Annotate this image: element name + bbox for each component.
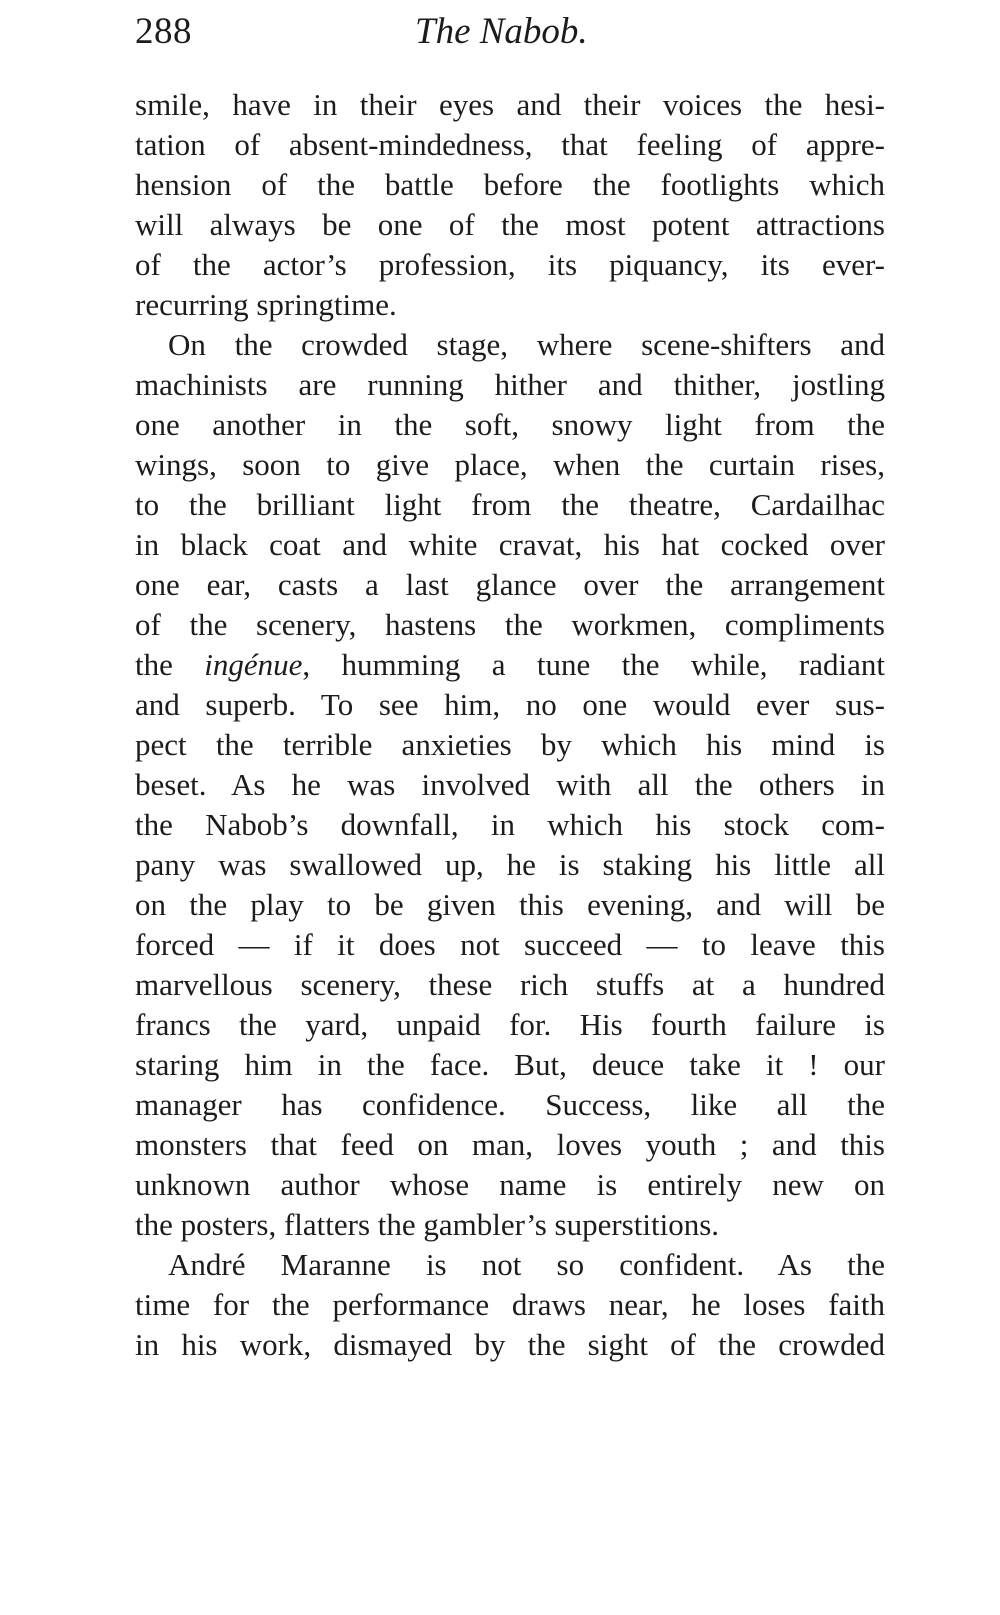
text-line: marvellous scenery, these rich stuffs at a hundred bbox=[135, 967, 885, 1002]
text-line: one another in the soft, snowy light from the bbox=[135, 407, 885, 442]
text-line: unknown author whose name is entirely new on bbox=[135, 1167, 885, 1202]
running-head bbox=[135, 10, 885, 62]
text-line: in his work, dismayed by the sight of the crowded bbox=[135, 1327, 885, 1362]
running-title: The Nabob. bbox=[415, 11, 588, 52]
text-line: the Nabob’s downfall, in which his stock com- bbox=[135, 807, 885, 842]
text-line: on the play to be given this evening, and will be bbox=[135, 887, 885, 922]
text-line: wings, soon to give place, when the curtain rises, bbox=[135, 447, 885, 482]
text-line: of the scenery, hastens the workmen, compliments bbox=[135, 607, 885, 642]
text-line: in black coat and white cravat, his hat cocked over bbox=[135, 527, 885, 562]
text-line: manager has confidence. Success, like all the bbox=[135, 1087, 885, 1122]
text-line: tation of absent-mindedness, that feeling of appre- bbox=[135, 127, 885, 162]
text-line: of the actor’s profession, its piquancy, its ever- bbox=[135, 247, 885, 282]
paragraph bbox=[135, 85, 885, 325]
text-line: one ear, casts a last glance over the arrangement bbox=[135, 567, 885, 602]
text-line: recurring springtime. bbox=[135, 287, 397, 322]
text-line: to the brilliant light from the theatre, Cardailhac bbox=[135, 487, 885, 522]
text-line: the posters, flatters the gambler’s superstitions. bbox=[135, 1207, 720, 1242]
text-line: On the crowded stage, where scene-shifters and bbox=[168, 327, 885, 362]
text-line: smile, have in their eyes and their voices the hesi- bbox=[135, 87, 885, 122]
body-text bbox=[135, 85, 885, 1365]
text-line: francs the yard, unpaid for. His fourth failure is bbox=[135, 1007, 885, 1042]
text-line: beset. As he was involved with all the others in bbox=[135, 767, 885, 802]
text-line: pany was swallowed up, he is staking his little all bbox=[135, 847, 885, 882]
paragraph bbox=[135, 325, 885, 1245]
text-line: machinists are running hither and thither, jostling bbox=[135, 367, 885, 402]
paragraph bbox=[135, 1245, 885, 1365]
text-line: forced — if it does not succeed — to leave this bbox=[135, 927, 885, 962]
page-number: 288 bbox=[135, 11, 192, 52]
text-line: monsters that feed on man, loves youth ; and this bbox=[135, 1127, 885, 1162]
text-line: pect the terrible anxieties by which his mind is bbox=[135, 727, 885, 762]
text-line: André Maranne is not so confident. As the bbox=[168, 1247, 885, 1282]
text-line: and superb. To see him, no one would ever sus- bbox=[135, 687, 885, 722]
text-line: staring him in the face. But, deuce take it ! our bbox=[135, 1047, 885, 1082]
text-line-with-italic: the ingénue, humming a tune the while, radiant bbox=[135, 647, 886, 682]
text-line: hension of the battle before the footlights which bbox=[135, 167, 885, 202]
text-line: time for the performance draws near, he loses faith bbox=[135, 1287, 885, 1322]
text-line: will always be one of the most potent attractions bbox=[135, 207, 885, 242]
